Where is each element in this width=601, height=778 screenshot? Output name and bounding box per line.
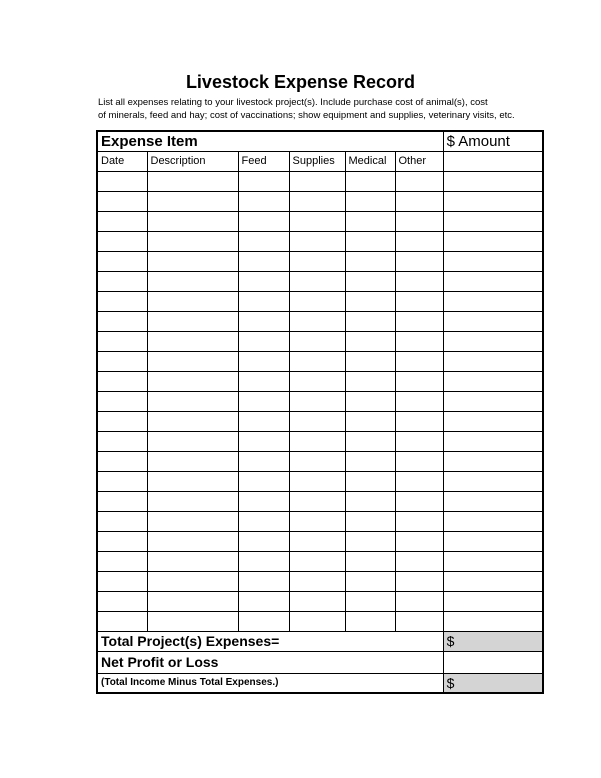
- medical-cell[interactable]: [345, 271, 395, 291]
- date-cell[interactable]: [97, 351, 147, 371]
- net-profit-spacer-cell: [443, 651, 543, 673]
- medical-cell[interactable]: [345, 211, 395, 231]
- document-title: Livestock Expense Record: [185, 72, 416, 92]
- amount-cell[interactable]: [443, 471, 543, 491]
- other-cell[interactable]: [395, 171, 443, 191]
- amount-cell[interactable]: [443, 191, 543, 211]
- expense-item-header: Expense Item: [97, 131, 443, 151]
- medical-cell[interactable]: [345, 311, 395, 331]
- column-header-other: Other: [395, 151, 443, 171]
- supplies-cell[interactable]: [289, 451, 345, 471]
- amount-column-header-cell: [443, 151, 543, 171]
- table-row: [97, 351, 543, 371]
- date-cell[interactable]: [97, 231, 147, 251]
- supplies-cell[interactable]: [289, 531, 345, 551]
- other-cell[interactable]: [395, 471, 443, 491]
- expense-table: [96, 130, 544, 694]
- description-cell[interactable]: [147, 511, 238, 531]
- table-row: [97, 251, 543, 271]
- table-row: [97, 611, 543, 631]
- medical-cell[interactable]: [345, 171, 395, 191]
- description-cell[interactable]: [147, 271, 238, 291]
- amount-cell[interactable]: [443, 411, 543, 431]
- supplies-cell[interactable]: [289, 411, 345, 431]
- medical-cell[interactable]: [345, 551, 395, 571]
- table-row: [97, 591, 543, 611]
- amount-cell[interactable]: [443, 451, 543, 471]
- amount-cell[interactable]: [443, 431, 543, 451]
- supplies-cell[interactable]: [289, 291, 345, 311]
- supplies-cell[interactable]: [289, 571, 345, 591]
- feed-cell[interactable]: [238, 271, 289, 291]
- table-row: [97, 531, 543, 551]
- medical-cell[interactable]: [345, 231, 395, 251]
- medical-cell[interactable]: [345, 371, 395, 391]
- supplies-cell[interactable]: [289, 251, 345, 271]
- amount-cell[interactable]: [443, 611, 543, 631]
- amount-cell[interactable]: [443, 391, 543, 411]
- medical-cell[interactable]: [345, 531, 395, 551]
- table-row: [97, 211, 543, 231]
- feed-cell[interactable]: [238, 511, 289, 531]
- feed-cell[interactable]: [238, 371, 289, 391]
- amount-cell[interactable]: [443, 311, 543, 331]
- medical-cell[interactable]: [345, 431, 395, 451]
- supplies-cell[interactable]: [289, 611, 345, 631]
- supplies-cell[interactable]: [289, 391, 345, 411]
- feed-cell[interactable]: [238, 431, 289, 451]
- table-row: [97, 431, 543, 451]
- supplies-cell[interactable]: [289, 431, 345, 451]
- table-row: [97, 311, 543, 331]
- medical-cell[interactable]: [345, 351, 395, 371]
- other-cell[interactable]: [395, 331, 443, 351]
- total-expenses-amount[interactable]: $: [443, 631, 543, 651]
- column-header-supplies: Supplies: [289, 151, 345, 171]
- other-cell[interactable]: [395, 251, 443, 271]
- supplies-cell[interactable]: [289, 471, 345, 491]
- column-header-row: [97, 151, 543, 171]
- column-header-medical: Medical: [345, 151, 395, 171]
- table-row: [97, 451, 543, 471]
- medical-cell[interactable]: [345, 471, 395, 491]
- table-row: [97, 191, 543, 211]
- feed-cell[interactable]: [238, 411, 289, 431]
- medical-cell[interactable]: [345, 591, 395, 611]
- description-cell[interactable]: [147, 591, 238, 611]
- amount-header: $ Amount: [443, 131, 543, 151]
- other-cell[interactable]: [395, 551, 443, 571]
- feed-cell[interactable]: [238, 491, 289, 511]
- feed-cell[interactable]: [238, 571, 289, 591]
- supplies-cell[interactable]: [289, 331, 345, 351]
- description-cell[interactable]: [147, 291, 238, 311]
- amount-cell[interactable]: [443, 211, 543, 231]
- table-row: [97, 511, 543, 531]
- description-cell[interactable]: [147, 171, 238, 191]
- other-cell[interactable]: [395, 511, 443, 531]
- amount-cell[interactable]: [443, 491, 543, 511]
- other-cell[interactable]: [395, 231, 443, 251]
- description-cell[interactable]: [147, 191, 238, 211]
- feed-cell[interactable]: [238, 331, 289, 351]
- supplies-cell[interactable]: [289, 311, 345, 331]
- date-cell[interactable]: [97, 271, 147, 291]
- amount-cell[interactable]: [443, 531, 543, 551]
- column-header-description: Description: [147, 151, 238, 171]
- description-cell[interactable]: [147, 611, 238, 631]
- feed-cell[interactable]: [238, 191, 289, 211]
- feed-cell[interactable]: [238, 351, 289, 371]
- supplies-cell[interactable]: [289, 351, 345, 371]
- other-cell[interactable]: [395, 491, 443, 511]
- table-row: [97, 291, 543, 311]
- amount-cell[interactable]: [443, 231, 543, 251]
- column-header-feed: Feed: [238, 151, 289, 171]
- description-cell[interactable]: [147, 251, 238, 271]
- table-row: [97, 571, 543, 591]
- date-cell[interactable]: [97, 551, 147, 571]
- other-cell[interactable]: [395, 591, 443, 611]
- date-cell[interactable]: [97, 591, 147, 611]
- column-header-date: Date: [97, 151, 147, 171]
- description-cell[interactable]: [147, 231, 238, 251]
- amount-cell[interactable]: [443, 331, 543, 351]
- description-cell[interactable]: [147, 571, 238, 591]
- feed-cell[interactable]: [238, 251, 289, 271]
- other-cell[interactable]: [395, 431, 443, 451]
- supplies-cell[interactable]: [289, 371, 345, 391]
- feed-cell[interactable]: [238, 311, 289, 331]
- supplies-cell[interactable]: [289, 491, 345, 511]
- other-cell[interactable]: [395, 451, 443, 471]
- date-cell[interactable]: [97, 291, 147, 311]
- amount-cell[interactable]: [443, 571, 543, 591]
- feed-cell[interactable]: [238, 471, 289, 491]
- table-row: [97, 551, 543, 571]
- other-cell[interactable]: [395, 311, 443, 331]
- medical-cell[interactable]: [345, 511, 395, 531]
- description-cell[interactable]: [147, 391, 238, 411]
- medical-cell[interactable]: [345, 611, 395, 631]
- date-cell[interactable]: [97, 311, 147, 331]
- date-cell[interactable]: [97, 491, 147, 511]
- supplies-cell[interactable]: [289, 271, 345, 291]
- other-cell[interactable]: [395, 191, 443, 211]
- date-cell[interactable]: [97, 471, 147, 491]
- other-cell[interactable]: [395, 571, 443, 591]
- other-cell[interactable]: [395, 291, 443, 311]
- description-cell[interactable]: [147, 551, 238, 571]
- description-cell[interactable]: [147, 471, 238, 491]
- table-row: [97, 371, 543, 391]
- supplies-cell[interactable]: [289, 551, 345, 571]
- medical-cell[interactable]: [345, 251, 395, 271]
- table-row: [97, 231, 543, 251]
- date-cell[interactable]: [97, 611, 147, 631]
- feed-cell[interactable]: [238, 291, 289, 311]
- feed-cell[interactable]: [238, 211, 289, 231]
- amount-cell[interactable]: [443, 371, 543, 391]
- feed-cell[interactable]: [238, 171, 289, 191]
- table-row: [97, 171, 543, 191]
- amount-cell[interactable]: [443, 291, 543, 311]
- table-row: [97, 491, 543, 511]
- date-cell[interactable]: [97, 391, 147, 411]
- feed-cell[interactable]: [238, 391, 289, 411]
- feed-cell[interactable]: [238, 531, 289, 551]
- table-row: [97, 331, 543, 351]
- table-row: [97, 391, 543, 411]
- supplies-cell[interactable]: [289, 511, 345, 531]
- description-cell[interactable]: [147, 311, 238, 331]
- feed-cell[interactable]: [238, 591, 289, 611]
- medical-cell[interactable]: [345, 451, 395, 471]
- instructions-line-1: List all expenses relating to your livestock project(s). Include purchase cost of animal(s), cost: [98, 97, 488, 108]
- feed-cell[interactable]: [238, 611, 289, 631]
- amount-cell[interactable]: [443, 551, 543, 571]
- net-profit-label: Net Profit or Loss: [97, 651, 443, 673]
- other-cell[interactable]: [395, 531, 443, 551]
- feed-cell[interactable]: [238, 551, 289, 571]
- medical-cell[interactable]: [345, 191, 395, 211]
- feed-cell[interactable]: [238, 231, 289, 251]
- date-cell[interactable]: [97, 571, 147, 591]
- date-cell[interactable]: [97, 251, 147, 271]
- feed-cell[interactable]: [238, 451, 289, 471]
- other-cell[interactable]: [395, 371, 443, 391]
- description-cell[interactable]: [147, 371, 238, 391]
- description-cell[interactable]: [147, 451, 238, 471]
- medical-cell[interactable]: [345, 491, 395, 511]
- medical-cell[interactable]: [345, 391, 395, 411]
- date-cell[interactable]: [97, 511, 147, 531]
- description-cell[interactable]: [147, 331, 238, 351]
- date-cell[interactable]: [97, 371, 147, 391]
- supplies-cell[interactable]: [289, 211, 345, 231]
- description-cell[interactable]: [147, 351, 238, 371]
- description-cell[interactable]: [147, 431, 238, 451]
- other-cell[interactable]: [395, 611, 443, 631]
- medical-cell[interactable]: [345, 291, 395, 311]
- date-cell[interactable]: [97, 411, 147, 431]
- description-cell[interactable]: [147, 491, 238, 511]
- amount-cell[interactable]: [443, 271, 543, 291]
- amount-cell[interactable]: [443, 511, 543, 531]
- date-cell[interactable]: [97, 171, 147, 191]
- other-cell[interactable]: [395, 211, 443, 231]
- total-expenses-label: Total Project(s) Expenses=: [97, 631, 443, 651]
- amount-cell[interactable]: [443, 591, 543, 611]
- date-cell[interactable]: [97, 451, 147, 471]
- net-profit-sub-label: (Total Income Minus Total Expenses.): [97, 673, 443, 693]
- instructions: [98, 96, 538, 122]
- amount-cell[interactable]: [443, 351, 543, 371]
- medical-cell[interactable]: [345, 571, 395, 591]
- net-profit-amount[interactable]: $: [443, 673, 543, 693]
- amount-cell[interactable]: [443, 251, 543, 271]
- date-cell[interactable]: [97, 531, 147, 551]
- other-cell[interactable]: [395, 351, 443, 371]
- medical-cell[interactable]: [345, 331, 395, 351]
- other-cell[interactable]: [395, 411, 443, 431]
- supplies-cell[interactable]: [289, 191, 345, 211]
- date-cell[interactable]: [97, 331, 147, 351]
- supplies-cell[interactable]: [289, 171, 345, 191]
- table-row: [97, 471, 543, 491]
- date-cell[interactable]: [97, 431, 147, 451]
- other-cell[interactable]: [395, 391, 443, 411]
- other-cell[interactable]: [395, 271, 443, 291]
- amount-cell[interactable]: [443, 171, 543, 191]
- table-row: [97, 271, 543, 291]
- supplies-cell[interactable]: [289, 591, 345, 611]
- medical-cell[interactable]: [345, 411, 395, 431]
- supplies-cell[interactable]: [289, 231, 345, 251]
- description-cell[interactable]: [147, 411, 238, 431]
- instructions-line-2: of minerals, feed and hay; cost of vaccinations; show equipment and supplies, veterinary visits, etc.: [98, 110, 515, 121]
- date-cell[interactable]: [97, 191, 147, 211]
- date-cell[interactable]: [97, 211, 147, 231]
- description-cell[interactable]: [147, 531, 238, 551]
- table-row: [97, 411, 543, 431]
- description-cell[interactable]: [147, 211, 238, 231]
